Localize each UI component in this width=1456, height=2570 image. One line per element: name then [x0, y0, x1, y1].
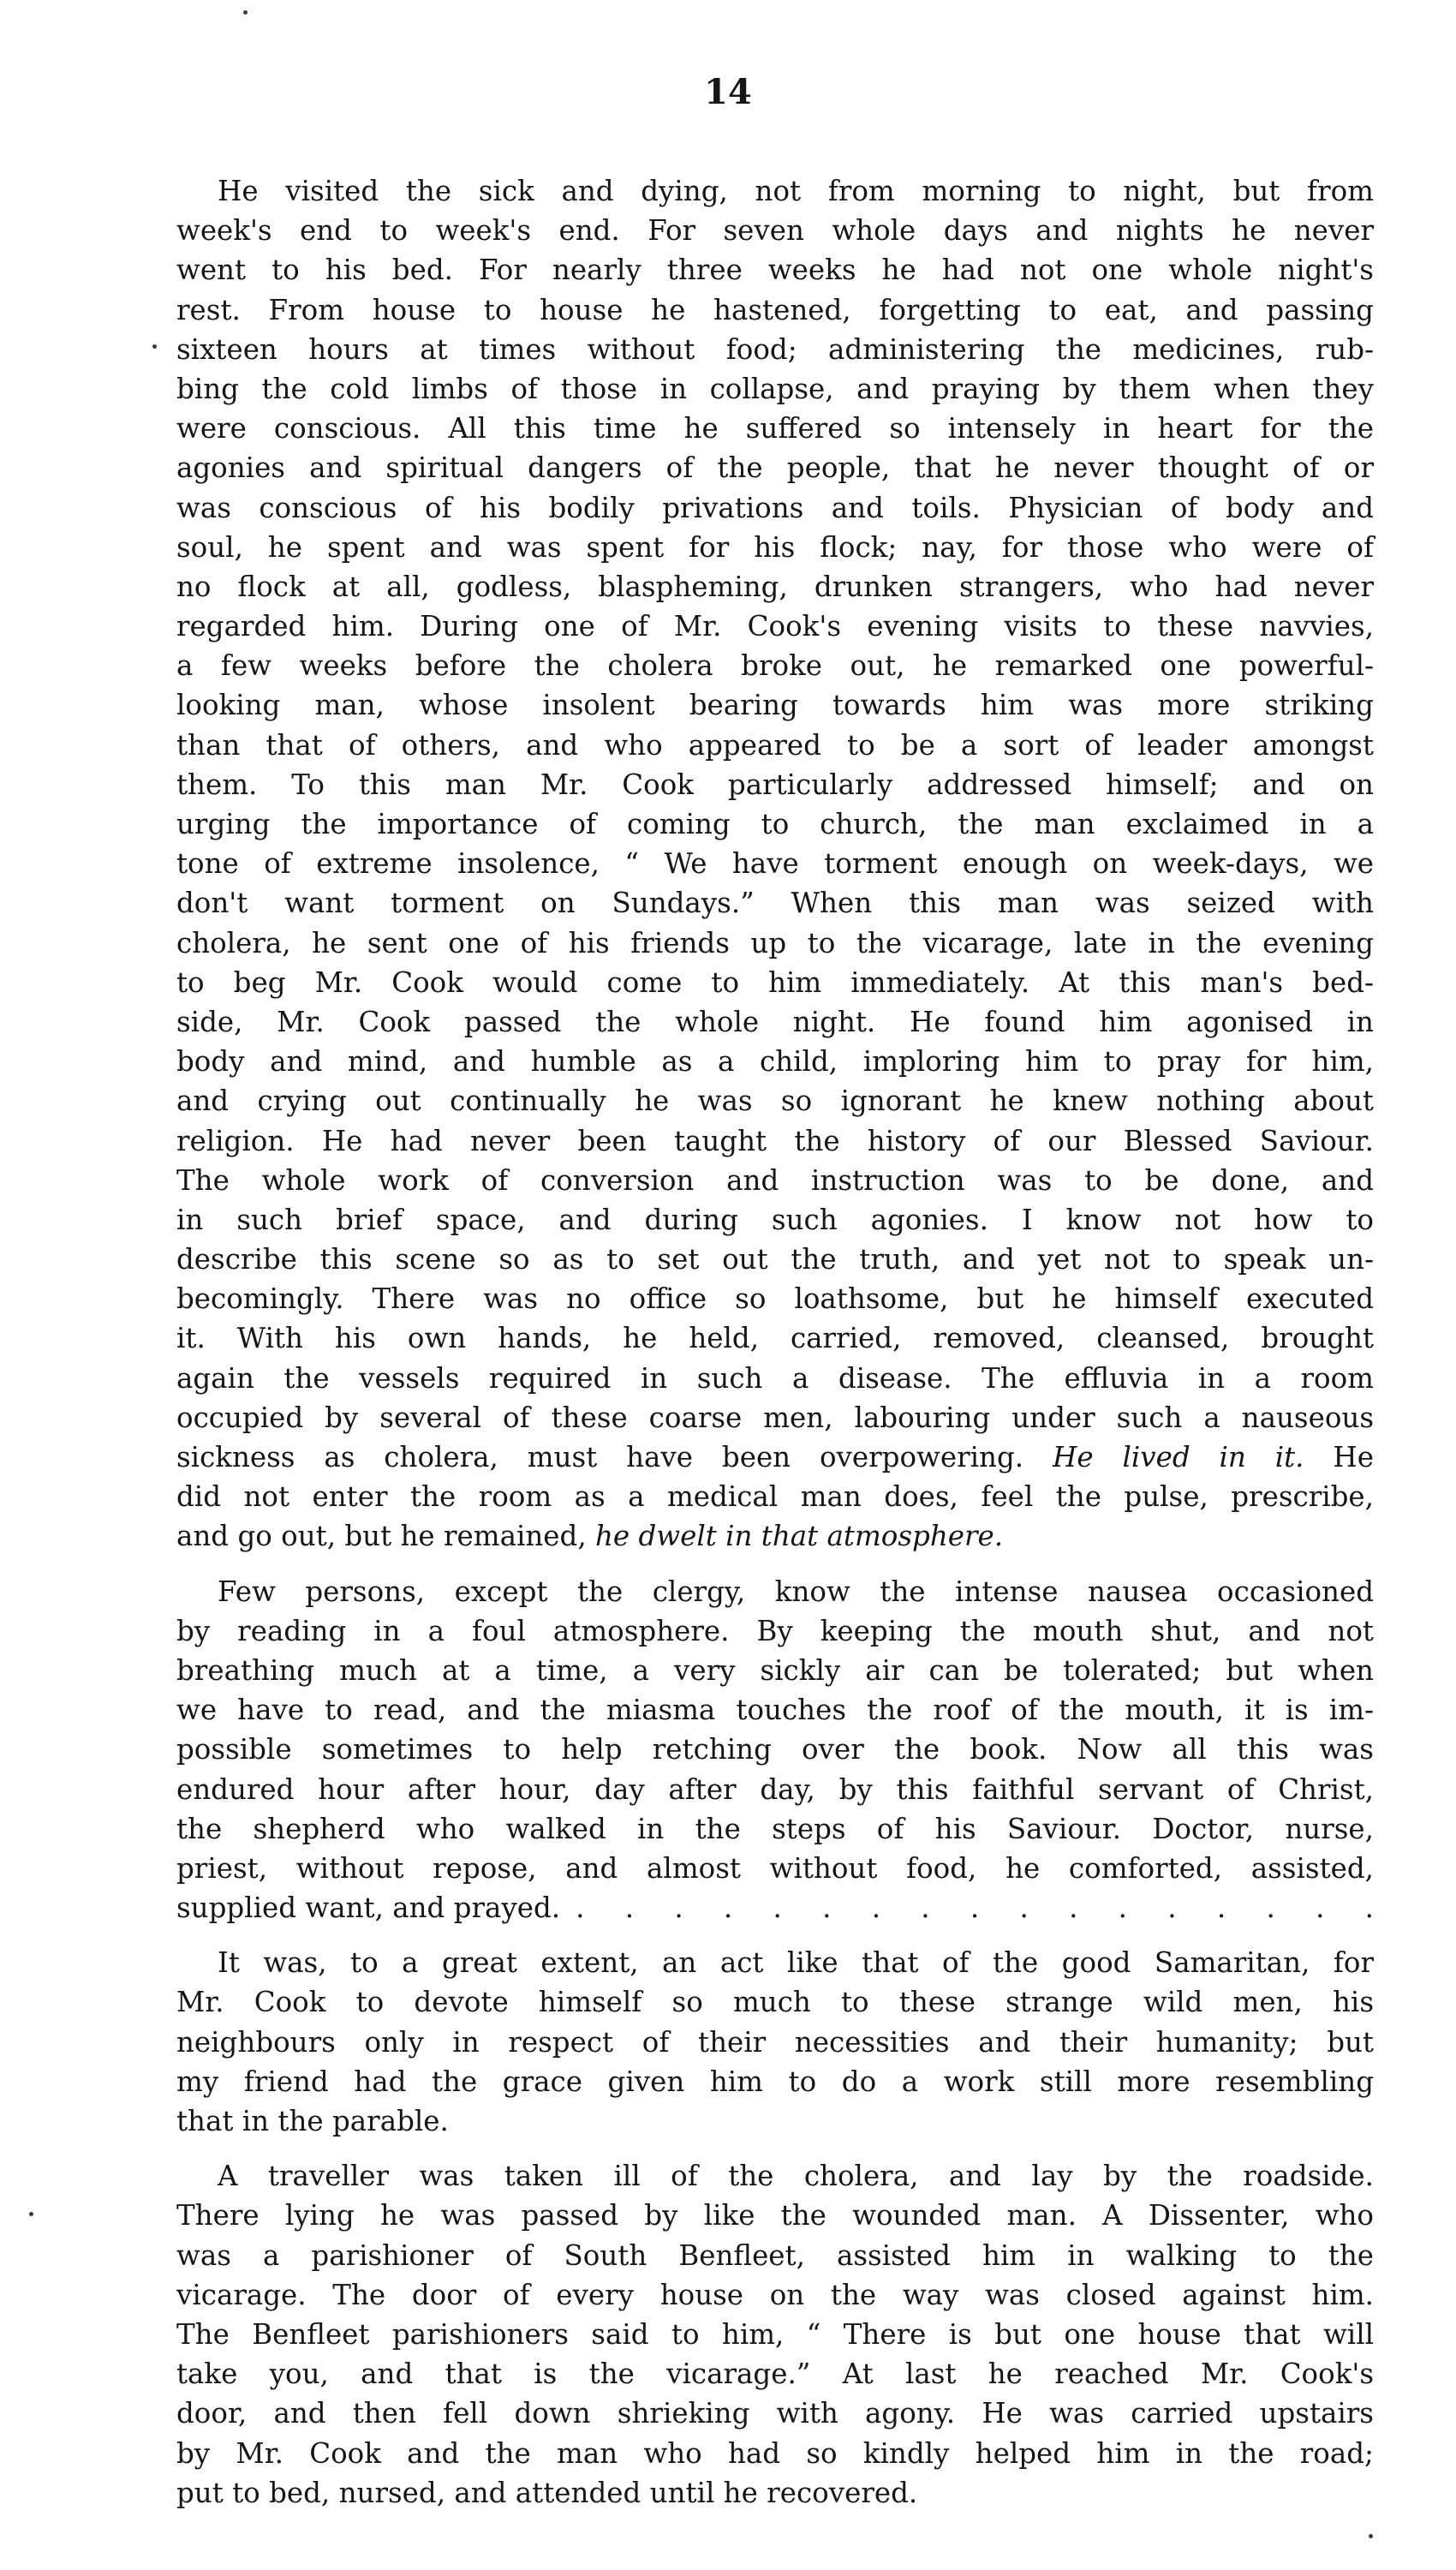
text-line: take you, and that is the vicarage.” At last he reached Mr. Cook's: [176, 2358, 1374, 2391]
text-line: them. To this man Mr. Cook particularly addressed himself; and on: [176, 768, 1374, 801]
text-line: went to his bed. For nearly three weeks he had not one whole night's: [176, 254, 1374, 287]
text-line: occupied by several of these coarse men, labouring under such a nauseous: [176, 1401, 1374, 1434]
text-line: no flock at all, godless, blaspheming, drunken strangers, who had never: [176, 570, 1374, 603]
text-line: breathing much at a time, a very sickly air can be tolerated; but when: [176, 1653, 1374, 1687]
text-line: by reading in a foul atmosphere. By keeping the mouth shut, and not: [176, 1614, 1374, 1647]
ellipsis-dots: . . . . . . . . . . . . . . . . .: [576, 1892, 1374, 1925]
body-text: [176, 171, 1374, 2528]
text-line: sixteen hours at times without food; administering the medicines, rub-: [176, 332, 1374, 366]
text-line: The Benfleet parishioners said to him, “ There is but one house that will: [176, 2317, 1374, 2351]
text-line: religion. He had never been taught the history of our Blessed Saviour.: [176, 1124, 1374, 1157]
text-line: that in the parable.: [176, 2105, 449, 2137]
text-line: in such brief space, and during such agonies. I know not how to: [176, 1203, 1374, 1236]
text-line: He visited the sick and dying, not from morning to night, but from: [218, 175, 1374, 207]
scan-speck: [29, 2212, 33, 2216]
paragraph-4: [176, 2156, 1374, 2513]
text-line: body and mind, and humble as a child, imploring him to pray for him,: [176, 1045, 1374, 1079]
text-line: possible sometimes to help retching over the book. Now all this was: [176, 1733, 1374, 1766]
italic-phrase: He lived in it.: [1053, 1441, 1304, 1473]
page-number: 14: [704, 72, 752, 112]
text-line-with-italic: [176, 1516, 1374, 1556]
text-line: it. With his own hands, he held, carried, removed, cleansed, brought: [176, 1322, 1374, 1355]
scan-speck: [1369, 2534, 1373, 2538]
text-line: and crying out continually he was so ignorant he knew nothing about: [176, 1085, 1374, 1118]
text-line: Mr. Cook to devote himself so much to these strange wild men, his: [176, 1986, 1374, 2019]
text-line: tone of extreme insolence, “ We have torment enough on week-days, we: [176, 847, 1374, 881]
text-line: Few persons, except the clergy, know the intense nausea occasioned: [218, 1575, 1374, 1608]
text-line: was conscious of his bodily privations and toils. Physician of body and: [176, 491, 1374, 524]
text-line: bing the cold limbs of those in collapse, and praying by them when they: [176, 372, 1374, 405]
text-line: door, and then fell down shrieking with agony. He was carried upstairs: [176, 2397, 1374, 2430]
italic-phrase: he dwelt in that atmosphere.: [595, 1520, 1004, 1553]
text-line-with-italic: [176, 1437, 1374, 1477]
text-segment: sickness as cholera, must have been overpowering.: [176, 1441, 1024, 1473]
paragraph-3: [176, 1943, 1374, 2141]
text-segment: supplied want, and prayed.: [176, 1892, 561, 1925]
text-line: side, Mr. Cook passed the whole night. He found him agonised in: [176, 1005, 1374, 1038]
text-line: again the vessels required in such a disease. The effluvia in a room: [176, 1361, 1374, 1395]
text-line: priest, without repose, and almost without food, he comforted, assisted,: [176, 1851, 1374, 1885]
text-line-with-ellipsis: [176, 1888, 1374, 1928]
text-line: vicarage. The door of every house on the way was closed against him.: [176, 2278, 1374, 2311]
text-line: A traveller was taken ill of the cholera, and lay by the roadside.: [218, 2160, 1374, 2193]
text-line: rest. From house to house he hastened, forgetting to eat, and passing: [176, 293, 1374, 326]
text-segment: and go out, but he remained,: [176, 1520, 587, 1553]
text-line: There lying he was passed by like the wounded man. A Dissenter, who: [176, 2199, 1374, 2232]
text-line: the shepherd who walked in the steps of his Saviour. Doctor, nurse,: [176, 1812, 1374, 1845]
paragraph-2: [176, 1572, 1374, 1928]
text-line: cholera, he sent one of his friends up to the vicarage, late in the evening: [176, 926, 1374, 959]
text-line: was a parishioner of South Benfleet, assisted him in walking to the: [176, 2238, 1374, 2272]
text-line: than that of others, and who appeared to be a sort of leader amongst: [176, 728, 1374, 762]
text-line: becomingly. There was no office so loathsome, but he himself executed: [176, 1282, 1374, 1316]
text-line: a few weeks before the cholera broke out, he remarked one powerful-: [176, 649, 1374, 683]
text-line: don't want torment on Sundays.” When this man was seized with: [176, 887, 1374, 920]
text-line: week's end to week's end. For seven whole days and nights he never: [176, 214, 1374, 248]
text-line: soul, he spent and was spent for his flock; nay, for those who were of: [176, 530, 1374, 564]
text-line: urging the importance of coming to church, the man exclaimed in a: [176, 808, 1374, 840]
text-line: The whole work of conversion and instruction was to be done, and: [176, 1163, 1374, 1197]
text-line: agonies and spiritual dangers of the people, that he never thought of or: [176, 451, 1374, 485]
paragraph-1: [176, 171, 1374, 1557]
text-line: by Mr. Cook and the man who had so kindly helped him in the road;: [176, 2436, 1374, 2470]
text-line: were conscious. All this time he suffered so intensely in heart for the: [176, 412, 1374, 445]
text-segment: He: [1333, 1441, 1374, 1473]
text-line: did not enter the room as a medical man does, feel the pulse, prescribe,: [176, 1480, 1374, 1514]
scan-speck: [152, 344, 157, 349]
text-line: It was, to a great extent, an act like that of the good Samaritan, for: [218, 1946, 1374, 1980]
text-line: looking man, whose insolent bearing towards him was more striking: [176, 689, 1374, 722]
text-line: describe this scene so as to set out the truth, and yet not to speak un-: [176, 1243, 1374, 1276]
text-line: endured hour after hour, day after day, by this faithful servant of Christ,: [176, 1772, 1374, 1806]
scan-speck: [243, 10, 248, 15]
text-line: we have to read, and the miasma touches the roof of the mouth, it is im-: [176, 1694, 1374, 1727]
text-line: put to bed, nursed, and attended until he recovered.: [176, 2476, 918, 2509]
text-line: neighbours only in respect of their necessities and their humanity; but: [176, 2025, 1374, 2059]
text-line: regarded him. During one of Mr. Cook's evening visits to these navvies,: [176, 610, 1374, 643]
text-line: my friend had the grace given him to do a work still more resembling: [176, 2065, 1374, 2098]
text-line: to beg Mr. Cook would come to him immediately. At this man's bed-: [176, 965, 1374, 999]
